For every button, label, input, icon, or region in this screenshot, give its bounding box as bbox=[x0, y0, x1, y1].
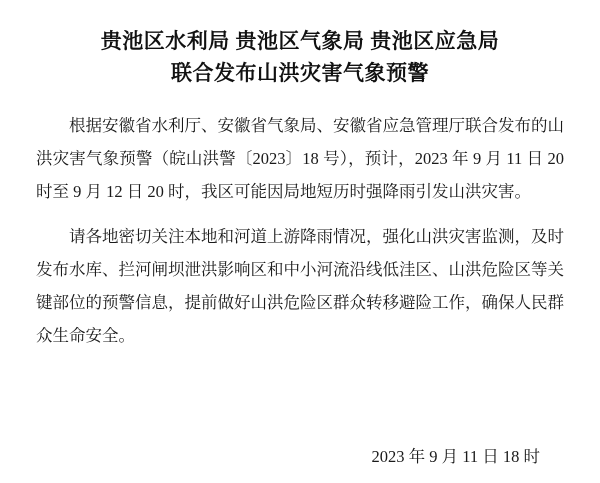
document-title bbox=[30, 26, 570, 89]
title-line-2: 联合发布山洪灾害气象预警 bbox=[171, 60, 429, 85]
body-paragraph-1: 根据安徽省水利厅、安徽省气象局、安徽省应急管理厅联合发布的山洪灾害气象预警（皖山洪警〔2023〕18 号），预计，2023 年 9 月 11 日 20 时至 9 月 12 日 20 时，我区可能因局地短历时强降雨引发山洪灾害。 bbox=[36, 116, 564, 201]
signature-date: 2023 年 9 月 11 日 18 时 bbox=[371, 447, 540, 466]
title-line-1: 贵池区水利局 贵池区气象局 贵池区应急局 bbox=[100, 29, 500, 53]
body-paragraph-2: 请各地密切关注本地和河道上游降雨情况，强化山洪灾害监测，及时发布水库、拦河闸坝泄洪影响区和中小河流沿线低洼区、山洪危险区等关键部位的预警信息，提前做好山洪危险区群众转移避险工作，确保人民群众生命安全。 bbox=[36, 227, 564, 345]
document-body bbox=[30, 109, 570, 432]
